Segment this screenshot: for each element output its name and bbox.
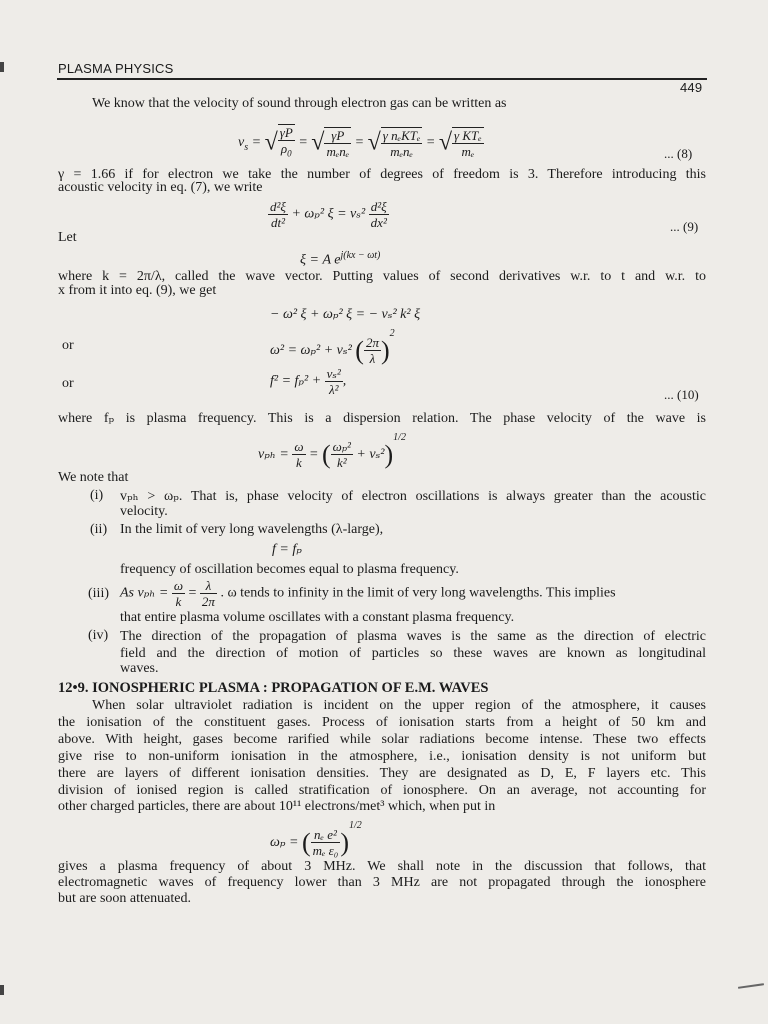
list-item-text: that entire plasma volume oscillates with a constant plasma frequency.: [120, 610, 515, 625]
page-edge-mark: [0, 62, 4, 72]
equation-9: $\frac{\text{d²ξ}}{\text{dt²}}$ + ωₚ² ξ = vₛ² $\frac{\text{d²ξ}}{\text{dx²}}$: [270, 199, 387, 230]
or-label: or: [62, 338, 74, 353]
equation-xi: ξ = A $e^{j(kx - \omega t)}$: [300, 250, 381, 268]
header-rule: [57, 78, 707, 80]
equation-label-10: ... (10): [664, 387, 699, 402]
paragraph-line: give rise to non-uniform ionisation in the atmosphere, i.e., ionisation density is not uniform but: [58, 749, 706, 764]
paragraph-line: above. With height, gases become rarified while solar radiations become intense. These two effects: [58, 732, 706, 747]
equation-dispersion-1: − ω² ξ + ωₚ² ξ = − vₛ² k² ξ: [270, 307, 421, 322]
equation-label-9: ... (9): [670, 219, 699, 234]
page-number: 449: [680, 80, 703, 95]
paragraph-line: but are soon attenuated.: [58, 891, 191, 906]
equation-8: $v_s$ = √ $\frac{\gamma P}{\rho_0}$ = √ $\frac{\gamma P}{\text{mₑnₑ}}$ = √ $\frac{\text{γ nₑKTₑ}}{\text{mₑnₑ}}$ = √ $\frac{\text{γ KTₑ}}{\text{mₑ}}$: [238, 124, 484, 162]
list-item-text: velocity.: [120, 504, 168, 519]
list-item-text: waves.: [120, 661, 159, 676]
equation-label-8: ... (8): [664, 146, 693, 161]
paragraph-line: γ = 1.66 if for electron we take the number of degrees of freedom is 3. Therefore introducing this: [58, 167, 706, 182]
paragraph-line: acoustic velocity in eq. (7), we write: [58, 180, 263, 195]
paragraph-text: We know that the velocity of sound through electron gas can be written as: [92, 96, 507, 111]
let-label: Let: [58, 230, 77, 245]
list-marker: (iv): [88, 628, 109, 643]
list-item-text: In the limit of very long wavelengths (λ-large),: [120, 522, 384, 537]
paragraph-line: When solar ultraviolet radiation is incident on the upper region of the atmosphere, it causes: [92, 698, 706, 713]
list-item-text: As vₚₕ = $\frac{\omega}{k}$ = $\frac{\lambda}{2\pi}$ . ω tends to infinity in the limit of very long wavelengths. This implies: [120, 578, 616, 609]
running-title: PLASMA PHYSICS: [58, 61, 174, 76]
paragraph-line: x from it into eq. (9), we get: [58, 283, 217, 298]
paragraph-line: gives a plasma frequency of about 3 MHz. We shall note in the discussion that follows, that: [58, 859, 706, 874]
list-marker: (iii): [88, 586, 109, 601]
list-item-text: frequency of oscillation becomes equal to plasma frequency.: [120, 562, 459, 577]
equation-plasma-frequency: ωₚ = ( $\frac{\text{nₑ e²}}{\text{mₑ ε₀}}$ )$^{1/2}$: [270, 820, 362, 859]
paragraph-line: We note that: [58, 470, 129, 485]
equation-dispersion-2: ω² = ωₚ² + vₛ² ( $\frac{2\pi}{\lambda}$ )$^2$: [270, 328, 395, 367]
paragraph-line: where k = 2π/λ, called the wave vector. Putting values of second derivatives w.r. to t and w.r. to: [58, 269, 706, 284]
equation-10: f² = fₚ² + $\frac{\text{vₛ²}}{\text{λ²}}$ ,: [270, 366, 347, 397]
paragraph-line: there are layers of different ionisation densities. They are designated as D, E, F layers etc. This: [58, 766, 706, 781]
paragraph-line: where fₚ is plasma frequency. This is a dispersion relation. The phase velocity of the wave is: [58, 411, 706, 426]
list-marker: (i): [90, 488, 104, 503]
paragraph-line: other charged particles, there are about 10¹¹ electrons/met³ which, when put in: [58, 799, 496, 814]
list-item-text: field and the direction of motion of particles so these waves are known as longitudinal: [120, 646, 706, 661]
list-item-text: The direction of the propagation of plasma waves is the same as the direction of electric: [120, 629, 706, 644]
equation-f-fp: f = fₚ: [272, 542, 302, 557]
page-edge-mark: [738, 983, 764, 989]
equation-phase-velocity: vₚₕ = $\frac{\omega}{k}$ = ( $\frac{\text{ωₚ²}}{\text{k²}}$ + vₛ²)$^{1/2}$: [258, 432, 406, 471]
list-item-text: vₚₕ > ωₚ. That is, phase velocity of electron oscillations is always greater than the acoustic: [120, 489, 706, 504]
or-label: or: [62, 376, 74, 391]
list-marker: (ii): [90, 522, 108, 537]
paragraph-line: division of ionised region is called stratification of ionosphere. On an average, not accounting for: [58, 783, 706, 798]
paragraph-line: electromagnetic waves of frequency lower than 3 MHz are not propagated through the ionosphere: [58, 875, 706, 890]
page-edge-mark: [0, 985, 4, 995]
paragraph-line: the ionisation of the constituent gases. Process of ionisation starts from a height of 50 km and: [58, 715, 706, 730]
section-heading: 12•9. IONOSPHERIC PLASMA : PROPAGATION OF E.M. WAVES: [58, 680, 489, 696]
